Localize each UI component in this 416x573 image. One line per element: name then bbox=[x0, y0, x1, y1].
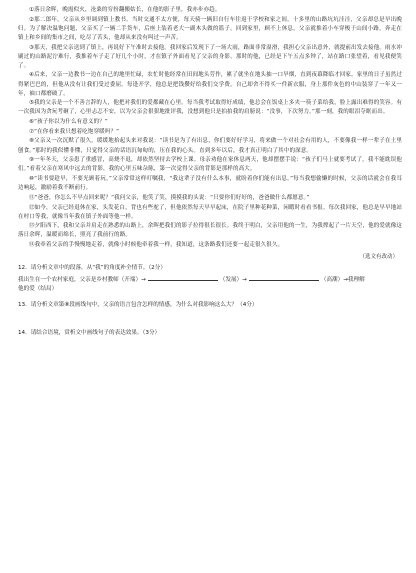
passage-paragraph-1: ①落日余晖，晚霞似火，沧桑的穷扮翻搬姑长，在他的影子里，我亦步亦趋。 bbox=[29, 7, 221, 13]
passage-paragraph-11: ⑪“爸爸，你怎么不早点回来呢？”我问父亲，他笑了笑，摸摸我的头说：“只要你们好好的，爸爸做什么都愿意。” bbox=[29, 194, 310, 201]
passage-paragraph-2: ②那二郎年，父亲从乡里调到镇上教书。当时交通不太方便，每天骑一辆旧自行车往返于学校和家之间，十多里的山路坑坑洼洼，父亲却总是早出晚归。为了解决温饱问题，父亲买了一辆二手货车，后座上装着老大一副木头做的篮子。回到家里，顾不上休息，父亲就推着小车穿梭于山间小路，奔走在镇上和乡间的集市之间，吃尽了苦头，他却从来没有叫过一声苦。 bbox=[18, 16, 402, 41]
question-12-prompt: 12．请分析文章中的段落，从“我”的角度补全情节。（2分） bbox=[18, 265, 166, 272]
q12-segment-start: 我出生在一个农村家庭，父亲是乡村教师（开端）→ bbox=[18, 276, 146, 283]
passage-paragraph-9: ⑨一年冬天，父亲患了重感冒，高烧不退，却依然坚持去学校上课。母亲劝他在家休息两天，他却摆摆手说：“孩子们马上就要考试了，我不能耽误他们。”看着父亲在寒风中远去的背影，我的心里五味杂陈，第一次觉得父亲的背影是那样的高大。 bbox=[18, 157, 402, 173]
passage-paragraph-7: ⑦“在你看来我只想着吃饱穿暖吗？” bbox=[29, 128, 120, 135]
source-note: （选文有改动） bbox=[359, 254, 398, 261]
passage-paragraph-3: ③那天，我把父亲送到了镇上，再说好下午准时去接他。我回家后发现下了一场大雨，路面非常湿滑，我担心父亲出意外，就提前出发去接他。雨水冲刷过的山路泥泞难行，我推着车子走了好几个小时，才在镇子外面看见了父亲的身影。那时的他，已经是下午五点多钟了，站在路口张望着，看见我便笑了。 bbox=[18, 44, 402, 69]
question-14-prompt: 14．请结合语境，赏析文中画线句子的表达效果。（3分） bbox=[18, 329, 161, 336]
passage-paragraph-4: ④后来，父亲一边教书一边在自己的地里忙碌，农忙时他经常在田间地头劳作，累了就坐在地头抽一口旱烟，直到夜幕降临才回家。家里的日子虽然过得紧巴巴的，但他从没有让我们受过委屈。每逢开学，他总是把钱攒好给我们交学费，自己却舍不得买一件新衣服，身上那件灰色的中山装穿了一年又一年，袖口都磨破了。 bbox=[18, 72, 402, 97]
passage-paragraph-10: ⑩“读书要趁早，不要光顾着玩。”父亲常常这样叮嘱我，“我这辈子没有什么本事，就盼着你们能有出息。”每当我想偷懒的时候，父亲的话就会在我耳边响起，激励着我不断前行。 bbox=[18, 176, 402, 192]
passage-paragraph-8: ⑧父亲又一次沉默了很久，缓缓地抬起头来对我说：“读书是为了有出息，你们要好好学习，将来做一个对社会有用的人，不要像我一样一辈子在土里刨食。”那时的我似懂非懂，只觉得父亲的话语沉甸甸的，压在我的心头。直到多年以后，我才真正明白了其中的深意。 bbox=[18, 138, 402, 154]
question-13-prompt: 13．请分析文章第⑧段画线句中，父亲的语言包含怎样的情感，为什么对我影响这么大？（4分） bbox=[18, 301, 258, 308]
question-12-answer-line bbox=[18, 274, 402, 286]
passage-paragraph-12: ⑫如今，父亲已经退休在家，头发花白，背也有些驼了，但他依然每天早早起床，在院子里种花种菜，闲暇时看看书报。每次我回家，他总是早早地站在村口等我，就像当年我在镇子外面等他一样。 bbox=[18, 204, 402, 220]
passage-paragraph-5: ⑤我的父亲是一个不善言辞的人，他把对我们的爱都藏在心里。每当我考试取得好成绩，他总会在饭桌上多夹一筷子菜给我，脸上露出难得的笑容。有一次我因为贪玩考砸了，心里忐忑不安，以为父亲会狠狠地批评我，没想到他只是拍拍我的肩膀说：“没事，下次努力。”那一刻，我的眼泪夺眶而出。 bbox=[18, 100, 402, 116]
question-12-answer-line-2: 他的爱（结局） bbox=[18, 286, 58, 293]
reading-passage bbox=[18, 6, 402, 250]
passage-paragraph-6: ⑥“孩子你以为什么有意义的？” bbox=[29, 119, 108, 126]
q12-blank-2[interactable] bbox=[249, 274, 319, 281]
q12-segment-end: （高潮）→我理解 bbox=[320, 276, 365, 283]
q12-segment-mid: （发展）→ bbox=[219, 276, 247, 283]
question-13-answer-area[interactable] bbox=[18, 311, 402, 329]
q12-blank-1[interactable] bbox=[148, 274, 218, 281]
passage-paragraph-14: ⑭我牵着父亲的手慢慢地走着，就像小时候他牵着我一样，我知道，这条路我们还要一起走很久很久。 bbox=[29, 242, 284, 249]
passage-paragraph-13: ⑬夕阳西下，我和父亲并肩走在熟悉的山路上，余晖把我们的影子拉得很长很长。我终于明白，父亲用他的一生，为我撑起了一片天空，他的爱就像这落日余晖，温暖而绵长，照亮了我前行的路。 bbox=[18, 223, 402, 239]
